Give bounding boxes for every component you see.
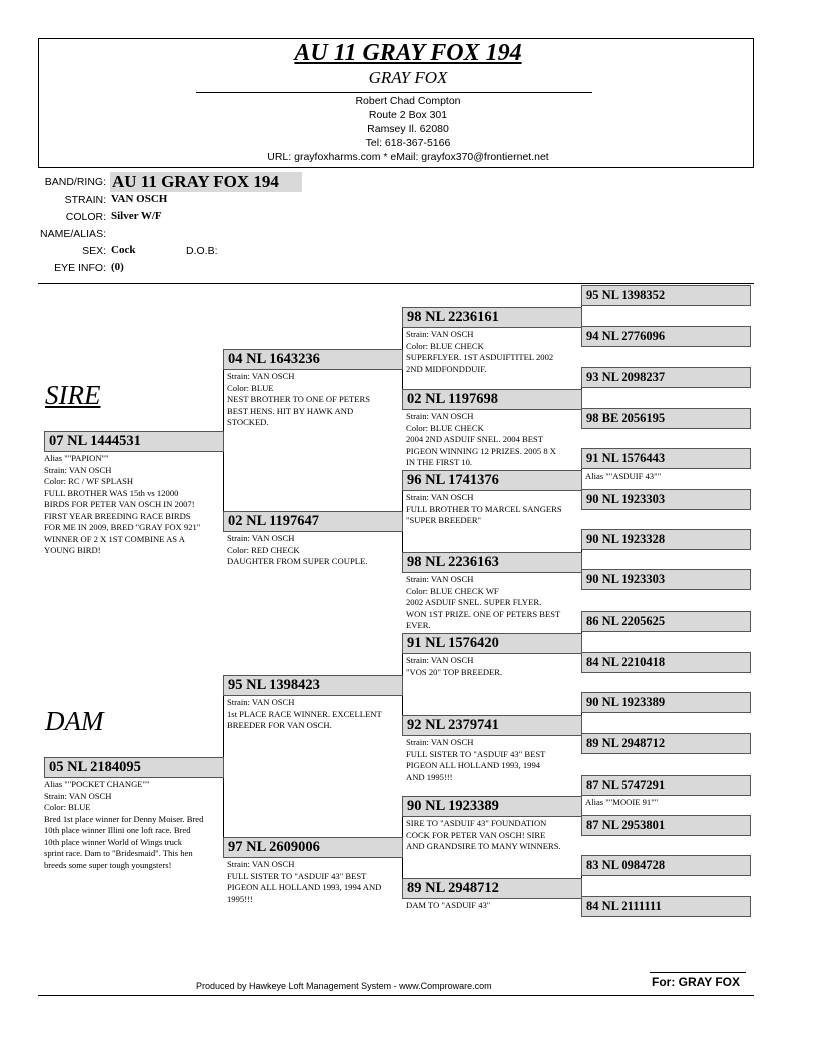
info-line: FOR ME IN 2009, BRED "GRAY FOX 921" (44, 522, 201, 532)
gen4-box-10: 84 NL 2210418 (581, 652, 751, 673)
gen4-box-16: 84 NL 2111111 (581, 896, 751, 917)
dam-info (44, 779, 224, 871)
strain-value: VAN OSCH (111, 193, 168, 205)
info-line: 2ND MIDFONDDUIF. (406, 363, 487, 374)
info-line: 2002 ASDUIF SNEL. SUPER FLYER. (406, 597, 542, 607)
color-label: COLOR: (65, 211, 106, 223)
sex-value: Cock (111, 244, 136, 256)
gen4-alias-13: Alias ""MOOIE 91"" (585, 797, 659, 807)
owner-phone: Tel: 618-367-5166 (365, 137, 451, 149)
produced-by-note: Produced by Hawkeye Loft Management System - www.Comproware.com (196, 981, 492, 991)
color-value: Silver W/F (111, 210, 162, 222)
dam-section-label: DAM (45, 706, 104, 736)
owner-name: Robert Chad Compton (355, 95, 461, 107)
info-line: Strain: VAN OSCH (227, 697, 295, 707)
sex-label: SEX: (82, 245, 106, 257)
info-line: Color: BLUE CHECK (406, 422, 484, 433)
info-line: Color: BLUE CHECK (406, 340, 484, 351)
info-line: AND 1995!!! (406, 771, 453, 782)
info-line: Bred 1st place winner for Denny Moiser. Bred (44, 813, 204, 824)
info-line: YOUNG BIRD! (44, 545, 101, 555)
owner-web-email: URL: grayfoxharms.com * eMail: grayfox370@frontiernet.net (267, 151, 549, 163)
info-line: Strain: VAN OSCH (227, 371, 295, 381)
info-line: DAUGHTER FROM SUPER COUPLE. (227, 556, 368, 566)
sire-info (44, 453, 224, 557)
gen4-box-8: 90 NL 1923303 (581, 569, 751, 590)
for-label-rule (650, 972, 746, 973)
gen4-box-11: 90 NL 1923389 (581, 692, 751, 713)
info-line: Alias ""PAPION"" (44, 453, 109, 463)
info-line: 2004 2ND ASDUIF SNEL. 2004 BEST (406, 434, 544, 444)
info-line: SIRE TO "ASDUIF 43" FOUNDATION (406, 818, 547, 828)
info-line: BREEDER FOR VAN OSCH. (227, 720, 332, 730)
gen4-box-2: 94 NL 2776096 (581, 326, 751, 347)
pedigree-subtitle: GRAY FOX (368, 68, 448, 87)
info-line: Strain: VAN OSCH (227, 533, 295, 543)
sire-dam-sire-info (406, 492, 582, 527)
info-line: breeds some super tough youngsters! (44, 859, 172, 870)
info-line: Strain: VAN OSCH (406, 574, 474, 584)
info-line: Color: BLUE (227, 382, 274, 393)
info-line: COCK FOR PETER VAN OSCH! SIRE (406, 829, 546, 840)
info-line: PIGEON ALL HOLLAND 1993, 1994 (406, 760, 541, 770)
info-line: sprint race. Dam to "Bridesmaid". This hen (44, 848, 193, 858)
info-line: Strain: VAN OSCH (406, 411, 474, 421)
info-line: PIGEON ALL HOLLAND 1993, 1994 AND (227, 882, 382, 892)
info-line: Strain: VAN OSCH (44, 464, 112, 475)
sire-dam-sire-band-box: 96 NL 1741376 (402, 470, 582, 491)
info-line: Color: RC / WF SPLASH (44, 476, 134, 486)
info-line: SUPERFLYER. 1ST ASDUIFTITEL 2002 (406, 352, 554, 362)
info-line: WON 1ST PRIZE. ONE OF PETERS BEST (406, 608, 561, 619)
dam-sire-dam-band-box: 92 NL 2379741 (402, 715, 582, 736)
sire-sire-sire-band-box: 98 NL 2236161 (402, 307, 582, 328)
band-label: BAND/RING: (44, 176, 106, 188)
strain-label: STRAIN: (64, 194, 106, 206)
info-line: FULL BROTHER TO MARCEL SANGERS (406, 503, 562, 514)
dob-label: D.O.B: (186, 245, 218, 257)
gen4-alias-5: Alias ""ASDUIF 43"" (585, 471, 662, 481)
sire-sire-info (227, 371, 403, 429)
sire-sire-dam-band-box: 02 NL 1197698 (402, 389, 582, 410)
gen4-box-1: 95 NL 1398352 (581, 285, 751, 306)
info-line: BIRDS FOR PETER VAN OSCH IN 2007! (44, 499, 195, 509)
sire-sire-sire-info (406, 329, 582, 375)
sire-dam-band-box: 02 NL 1197647 (223, 511, 403, 532)
dam-dam-band-box: 97 NL 2609006 (223, 837, 403, 858)
name-alias-label: NAME/ALIAS: (40, 228, 106, 240)
pedigree-bottom-rule (38, 995, 754, 996)
info-line: Color: RED CHECK (227, 544, 300, 555)
dam-sire-info (227, 697, 403, 732)
sire-dam-dam-band-box: 98 NL 2236163 (402, 552, 582, 573)
info-line: Color: BLUE CHECK WF (406, 585, 499, 596)
info-line: Strain: VAN OSCH (406, 492, 474, 502)
info-line: WINNER OF 2 X 1ST COMBINE AS A (44, 533, 185, 544)
info-line: FULL SISTER TO "ASDUIF 43" BEST (227, 870, 367, 881)
info-line: 1st PLACE RACE WINNER. EXCELLENT (227, 708, 382, 719)
info-line: PIGEON WINNING 12 PRIZES. 2005 8 X (406, 445, 556, 456)
for-owner-label: For: GRAY FOX (652, 975, 741, 989)
info-line: AND GRANDSIRE TO MANY WINNERS. (406, 841, 561, 851)
info-line: Alias ""POCKET CHANGE"" (44, 779, 150, 789)
info-line: STOCKED. (227, 417, 269, 427)
sire-sire-band-box: 04 NL 1643236 (223, 349, 403, 370)
dam-sire-band-box: 95 NL 1398423 (223, 675, 403, 696)
gen4-box-3: 93 NL 2098237 (581, 367, 751, 388)
info-line: EVER. (406, 620, 431, 630)
gen4-box-12: 89 NL 2948712 (581, 733, 751, 754)
dam-dam-dam-band-box: 89 NL 2948712 (402, 878, 582, 899)
info-line: 10th place winner World of Wings truck (44, 836, 183, 847)
dam-sire-sire-info (406, 655, 582, 678)
info-line: DAM TO "ASDUIF 43" (406, 900, 491, 910)
info-line: "VOS 20" TOP BREEDER. (406, 666, 503, 677)
info-line: NEST BROTHER TO ONE OF PETERS (227, 394, 371, 404)
pedigree-top-rule (38, 283, 754, 284)
gen4-box-4: 98 BE 2056195 (581, 408, 751, 429)
info-line: Strain: VAN OSCH (227, 859, 295, 869)
pedigree-title: AU 11 GRAY FOX 194 (294, 40, 522, 66)
gen4-box-9: 86 NL 2205625 (581, 611, 751, 632)
info-line: Strain: VAN OSCH (406, 737, 474, 747)
dam-dam-sire-info (406, 818, 582, 853)
dam-sire-sire-band-box: 91 NL 1576420 (402, 633, 582, 654)
eye-info-value: (0) (111, 261, 124, 273)
dam-dam-dam-info (406, 900, 582, 912)
info-line: Strain: VAN OSCH (406, 655, 474, 665)
info-line: 1995!!! (227, 893, 253, 904)
dam-dam-sire-band-box: 90 NL 1923389 (402, 796, 582, 817)
dam-band-box: 05 NL 2184095 (44, 757, 224, 778)
eye-info-label: EYE INFO: (54, 262, 106, 274)
sire-section-label: SIRE (45, 380, 101, 410)
gen4-box-13: 87 NL 5747291 (581, 775, 751, 796)
info-line: FULL BROTHER WAS 15th vs 12000 (44, 487, 179, 498)
sire-dam-info (227, 533, 403, 568)
info-line: BEST HENS. HIT BY HAWK AND (227, 405, 354, 416)
info-line: Strain: VAN OSCH (44, 790, 112, 801)
gen4-box-6: 90 NL 1923303 (581, 489, 751, 510)
dam-dam-info (227, 859, 403, 905)
dam-sire-dam-info (406, 737, 582, 783)
sire-band-box: 07 NL 1444531 (44, 431, 224, 452)
sire-sire-dam-info (406, 411, 582, 469)
info-line: 10th place winner Illini one loft race. Bred (44, 825, 191, 835)
info-line: Strain: VAN OSCH (406, 329, 474, 339)
info-line: "SUPER BREEDER" (406, 515, 482, 525)
band-value: AU 11 GRAY FOX 194 (110, 172, 302, 192)
gen4-box-7: 90 NL 1923328 (581, 529, 751, 550)
info-line: IN THE FIRST 10. (406, 457, 473, 467)
info-line: FULL SISTER TO "ASDUIF 43" BEST (406, 748, 546, 759)
gen4-box-14: 87 NL 2953801 (581, 815, 751, 836)
info-line: FIRST YEAR BREEDING RACE BIRDS (44, 510, 191, 521)
info-line: Color: BLUE (44, 802, 91, 812)
owner-address-line1: Route 2 Box 301 (368, 109, 448, 121)
owner-address-line2: Ramsey Il. 62080 (367, 123, 449, 135)
header-divider (196, 92, 592, 93)
gen4-box-15: 83 NL 0984728 (581, 855, 751, 876)
gen4-box-5: 91 NL 1576443 (581, 448, 751, 469)
sire-dam-dam-info (406, 574, 582, 632)
